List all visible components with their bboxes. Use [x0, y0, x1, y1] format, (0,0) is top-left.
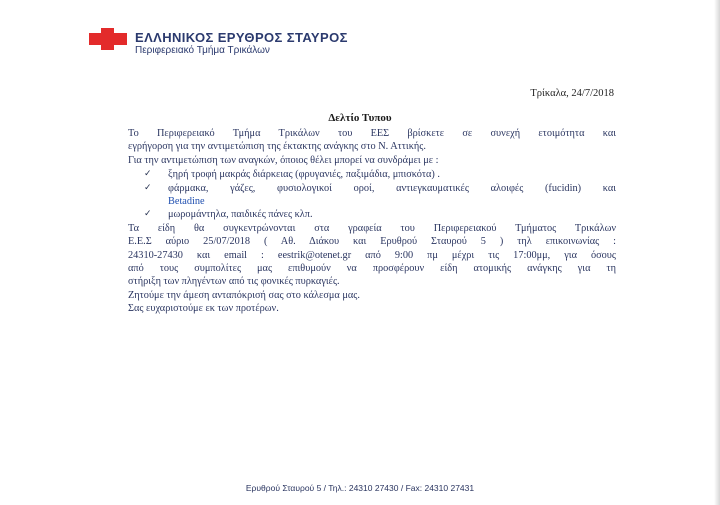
list-item	[128, 168, 616, 181]
donation-items-list	[128, 168, 616, 222]
press-release-body	[128, 127, 616, 316]
collection-line-4: από τους συμπολίτες μας επιθυμούν να προσφέρουν είδη ατομικής ανάγκης για τη	[128, 263, 616, 275]
closing-line-2: Σας ευχαριστούμε εκ των προτέρων.	[128, 303, 279, 315]
collection-line-3: 24310-27430 και email : eestrik@otenet.gr από 9:00 πμ μέχρι τις 17:00μμ, για όσους	[128, 249, 616, 261]
intro-line-3: Για την αντιμετώπιση των αναγκών, όποιος θέλει μπορεί να συνδράμει με :	[128, 154, 439, 166]
intro-line-1: Το Περιφερειακό Τμήμα Τρικάλων του ΕΕΣ βρίσκετε σε συνεχή ετοιμότητα και	[128, 128, 616, 139]
org-subtitle: Περιφερειακό Τμήμα Τρικάλων	[135, 45, 270, 56]
checkmark-icon: ✓	[144, 209, 152, 220]
list-item	[128, 182, 616, 209]
org-name: ΕΛΛΗΝΙΚΟΣ ΕΡΥΘΡΟΣ ΣΤΑΥΡΟΣ	[135, 30, 348, 45]
list-item	[128, 208, 616, 221]
item-line: ξηρή τροφή μακράς διάρκειας (φρυγανιές, παξιμάδια, μπισκότα) .	[168, 169, 440, 181]
intro-line-2: εγρήγορση για την αντιμετώπιση της έκτακτης ανάγκης στο Ν. Αττικής.	[128, 141, 426, 153]
press-release-title: Δελτίο Τυπου	[328, 112, 392, 124]
checkmark-icon: ✓	[144, 169, 152, 180]
closing-line-1: Ζητούμε την άμεση ανταπόκρισή σας στο κάλεσμα μας.	[128, 289, 360, 301]
red-cross-icon	[89, 28, 127, 50]
date-line: Τρίκαλα, 24/7/2018	[530, 88, 614, 99]
checkmark-icon: ✓	[144, 182, 152, 193]
scan-edge-shadow	[714, 0, 720, 505]
item-line: φάρμακα, γάζες, φυσιολογικοί οροί, αντιεγκαυματικές αλοιφές (fucidin) και	[168, 182, 616, 194]
footer-contact: Ερυθρού Σταυρού 5 / Τηλ.: 24310 27430 / Fax: 24310 27431	[245, 483, 475, 493]
item-line: μωρομάντηλα, παιδικές πάνες κλπ.	[168, 209, 313, 221]
collection-line-5: στήριξη των πληγέντων από τις φονικές πυρκαγιές.	[128, 276, 340, 288]
collection-line-1: Τα είδη θα συγκεντρώνονται στα γραφεία του Περιφερειακού Τμήματος Τρικάλων	[128, 222, 616, 234]
item-line-continued: Betadine	[168, 196, 205, 208]
collection-line-2: Ε.Ε.Σ αύριο 25/07/2018 ( Αθ. Διάκου και Ερυθρού Σταυρού 5 ) τηλ επικοινωνίας :	[128, 236, 616, 248]
